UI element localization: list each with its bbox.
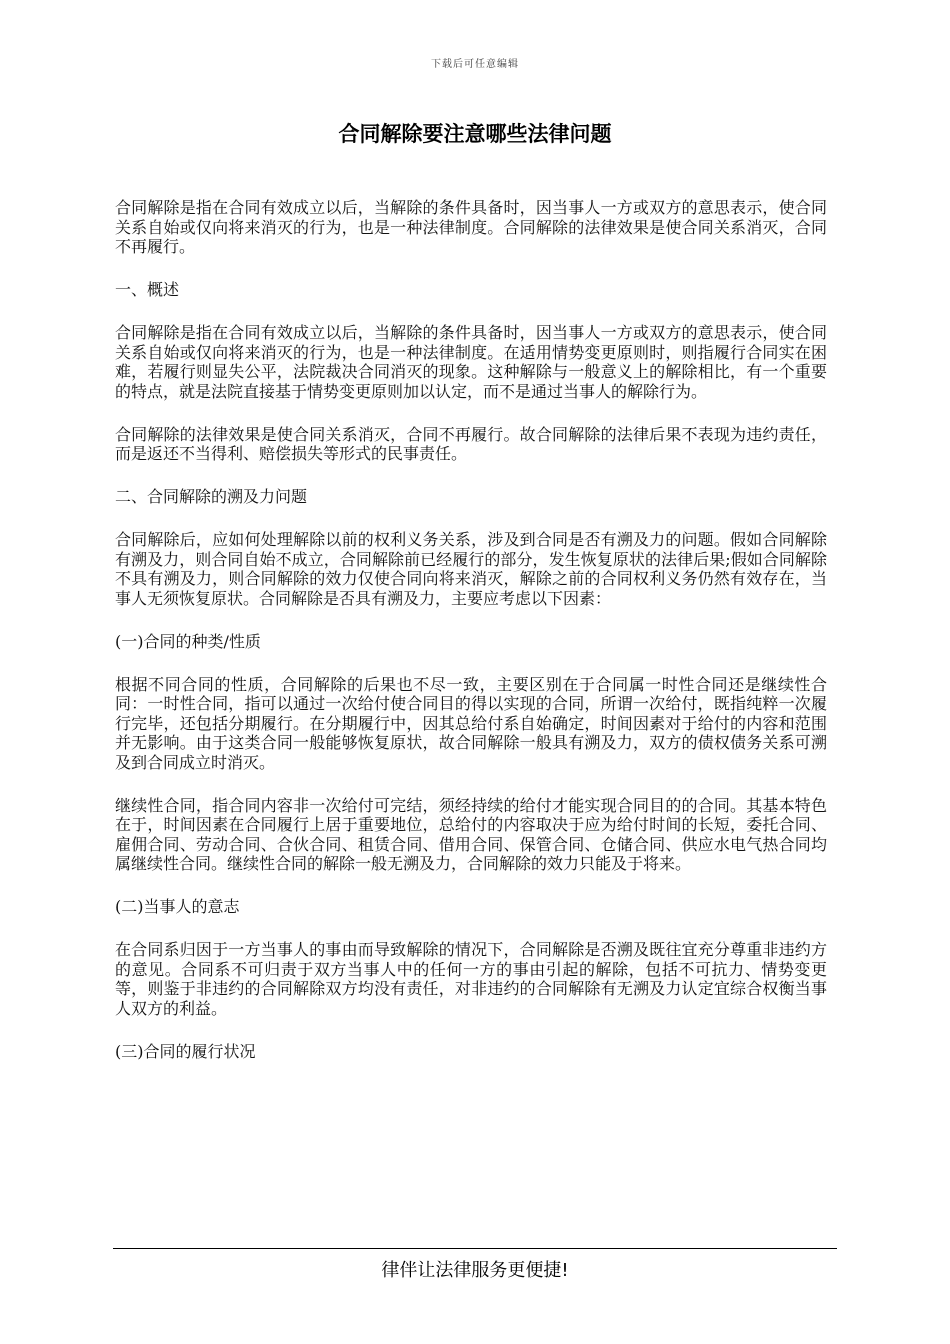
contract-type-paragraph-one-time: 根据不同合同的性质，合同解除的后果也不尽一致，主要区别在于合同属一时性合同还是继续性合同：一时性合同，指可以通过一次给付使合同目的得以实现的合同，所谓一次给付，既指纯粹一次履行完毕，还包括分期履行。在分期履行中，因其总给付系自始确定，时间因素对于给付的内容和范围并无影响。由于这类合同一般能够恢复原状，故合同解除一般具有溯及力，双方的债权债务关系可溯及到合同成立时消灭。 (115, 674, 827, 772)
section-heading-overview: 一、概述 (115, 280, 180, 299)
document-body (115, 198, 827, 1085)
subheading-contract-type: (一)合同的种类/性质 (115, 631, 261, 651)
document-title: 合同解除要注意哪些法律问题 (338, 122, 612, 146)
section-heading-retroactivity: 二、合同解除的溯及力问题 (115, 487, 308, 506)
intro-paragraph: 合同解除是指在合同有效成立以后，当解除的条件具备时，因当事人一方或双方的意思表示，使合同关系自始或仅向将来消灭的行为，也是一种法律制度。合同解除的法律效果是使合同关系消灭，合同不再履行。 (115, 198, 827, 256)
party-will-paragraph: 在合同系归因于一方当事人的事由而导致解除的情况下，合同解除是否溯及既往宜充分尊重非违约方的意见。合同系不可归责于双方当事人中的任何一方的事由引起的解除，包括不可抗力、情势变更等，则鉴于非违约的合同解除双方均没有责任，对非违约的合同解除有无溯及力认定宜综合权衡当事人双方的利益。 (115, 940, 827, 1018)
contract-type-paragraph-continuing: 继续性合同，指合同内容非一次给付可完结，须经持续的给付才能实现合同目的的合同。其基本特色在于，时间因素在合同履行上居于重要地位，总给付的内容取决于应为给付时间的长短，委托合同、雇佣合同、劳动合同、合伙合同、租赁合同、借用合同、保管合同、仓储合同、供应水电气热合同均属继续性合同。继续性合同的解除一般无溯及力，合同解除的效力只能及于将来。 (115, 795, 827, 873)
subheading-performance-status: (三)合同的履行状况 (115, 1041, 256, 1061)
footer-slogan: 律伴让法律服务更便捷! (381, 1260, 569, 1281)
retroactivity-paragraph: 合同解除后，应如何处理解除以前的权利义务关系，涉及到合同是否有溯及力的问题。假如合同解除有溯及力，则合同自始不成立，合同解除前已经履行的部分，发生恢复原状的法律后果;假如合同解除不具有溯及力，则合同解除的效力仅使合同向将来消灭，解除之前的合同权利义务仍然有效存在，当事人无须恢复原状。合同解除是否具有溯及力，主要应考虑以下因素： (115, 530, 827, 608)
subheading-party-will: (二)当事人的意志 (115, 897, 240, 916)
header-note: 下载后可任意编辑 (431, 59, 519, 70)
footer-divider (113, 1248, 837, 1249)
overview-paragraph-definition: 合同解除是指在合同有效成立以后，当解除的条件具备时，因当事人一方或双方的意思表示，使合同关系自始或仅向将来消灭的行为，也是一种法律制度。在适用情势变更原则时，则指履行合同实在困难，若履行则显失公平，法院裁决合同消灭的现象。这种解除与一般意义上的解除相比，有一个重要的特点，就是法院直接基于情势变更原则加以认定，而不是通过当事人的解除行为。 (115, 323, 827, 401)
overview-paragraph-effect: 合同解除的法律效果是使合同关系消灭，合同不再履行。故合同解除的法律后果不表现为违约责任，而是返还不当得利、赔偿损失等形式的民事责任。 (115, 424, 827, 463)
